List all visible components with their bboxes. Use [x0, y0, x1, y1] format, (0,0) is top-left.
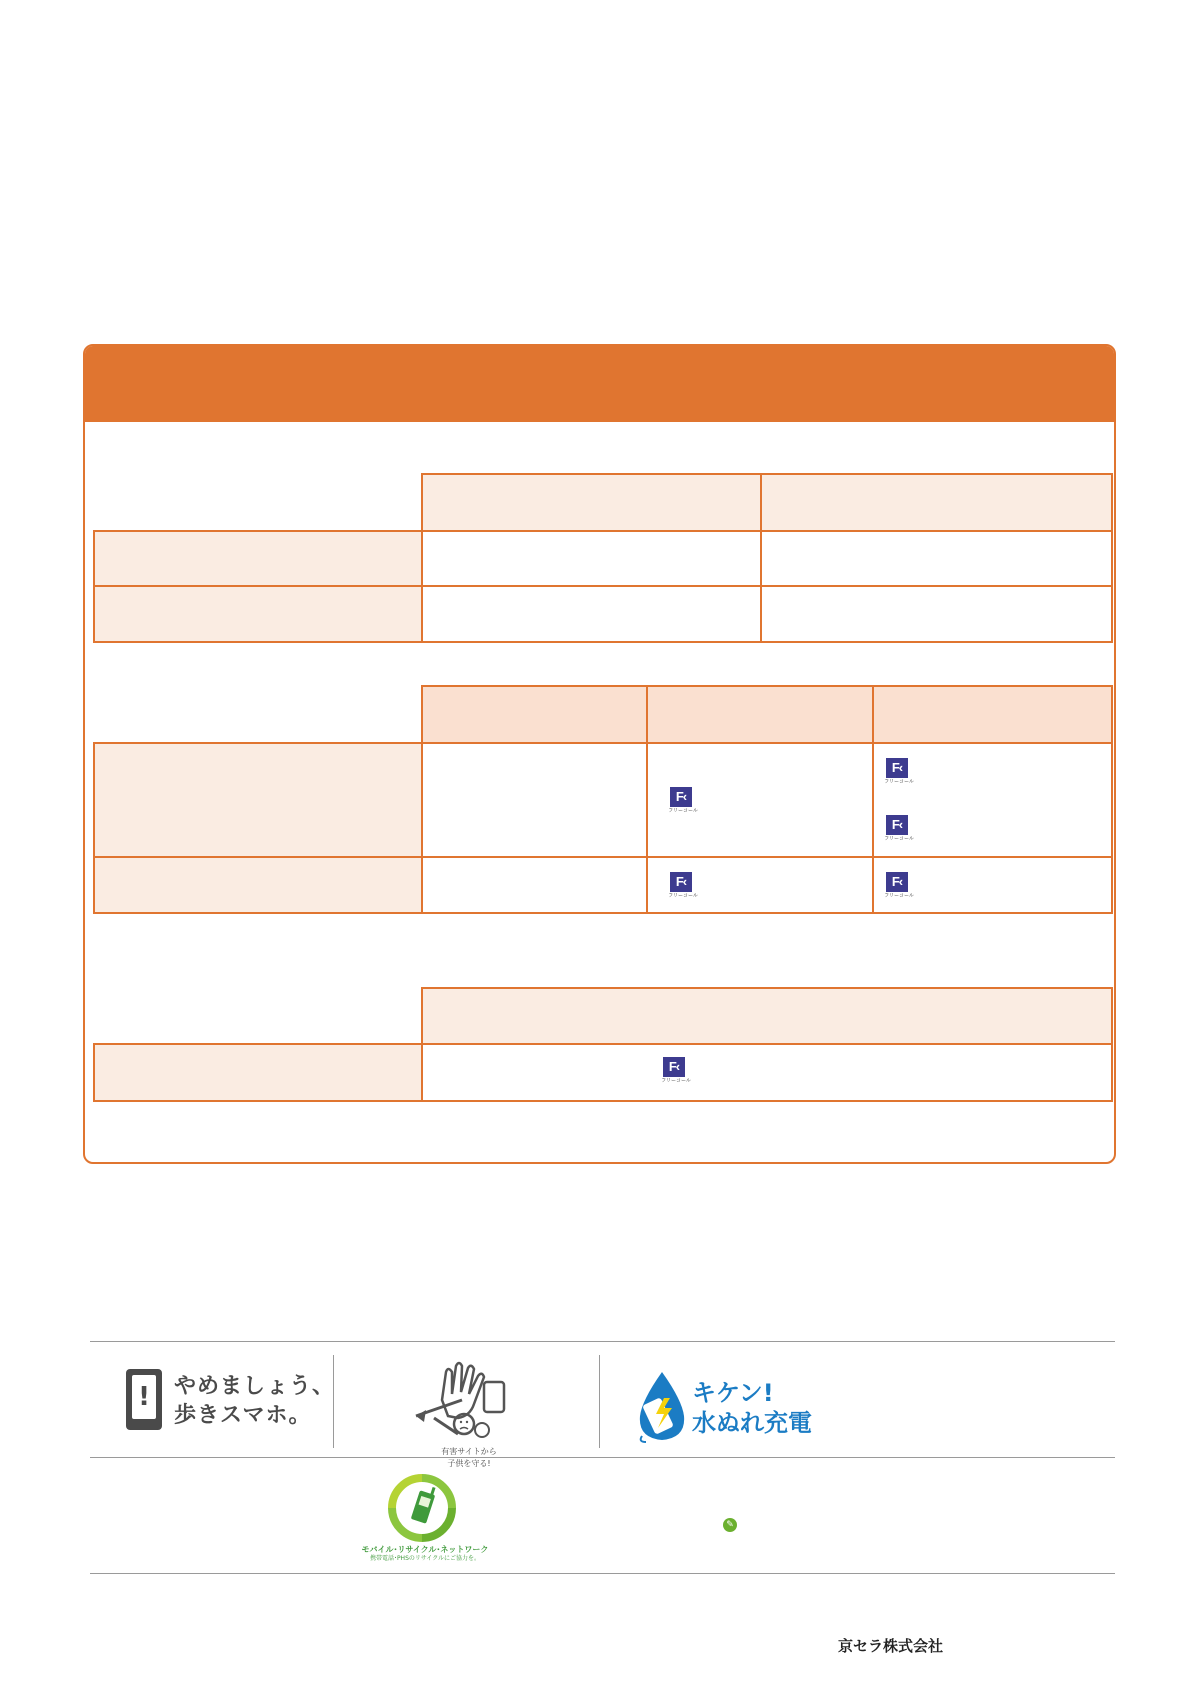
smartphone-warning-icon: ! [126, 1369, 162, 1430]
table-header-cell [422, 988, 1112, 1044]
table-header-cell [422, 474, 761, 531]
table-cell [647, 743, 873, 857]
table-cell [761, 586, 1112, 642]
table-cell [422, 1044, 1112, 1101]
table-header-cell [647, 686, 873, 743]
table-cell [422, 743, 647, 857]
contact-table-3 [93, 987, 1113, 1102]
walking-smartphone-campaign: やめましょう、 歩きスマホ。 [174, 1374, 336, 1428]
harmful-sites-campaign: 有害サイトから 子供を守る! [441, 1447, 497, 1468]
freecall-icon: F‹ フリーコール [882, 758, 916, 788]
table-header-cell [761, 474, 1112, 531]
freecall-icon: F‹ フリーコール [882, 815, 916, 845]
recycle-network-name: モバイル･リサイクル･ネットワーク [361, 1545, 489, 1554]
table-header-cell [873, 686, 1112, 743]
wet-charging-campaign: キケン! 水ぬれ充電 [692, 1379, 812, 1437]
table-row-label [94, 857, 422, 913]
footer-divider [90, 1341, 1115, 1342]
contact-table-2 [93, 685, 1113, 914]
contact-box-header [85, 346, 1114, 422]
footer-column-divider [599, 1355, 600, 1448]
table-row-label [94, 586, 422, 642]
contact-box [83, 344, 1116, 1164]
recycle-phone-icon [388, 1474, 456, 1542]
table-row-label [94, 1044, 422, 1101]
footer-divider [90, 1573, 1115, 1574]
table-cell [422, 531, 761, 586]
freecall-icon: F‹ フリーコール [666, 787, 700, 817]
table-cell [873, 857, 1112, 913]
freecall-icon: F‹ フリーコール [666, 872, 700, 902]
footer-divider [90, 1457, 1115, 1458]
leaf-icon: ✎ [723, 1518, 737, 1532]
company-name: 京セラ株式会社 [838, 1637, 944, 1655]
table-row-label [94, 531, 422, 586]
table-cell [422, 857, 647, 913]
freecall-icon: F‹ フリーコール [659, 1057, 693, 1087]
table-cell [873, 743, 1112, 857]
table-cell [647, 857, 873, 913]
table-corner [94, 474, 422, 531]
table-corner [94, 988, 422, 1044]
recycle-network-subtitle: 携帯電話･PHSのリサイクルにご協力を。 [369, 1555, 481, 1562]
table-header-cell [422, 686, 647, 743]
table-cell [761, 531, 1112, 586]
freecall-icon: F‹ フリーコール [882, 872, 916, 902]
table-corner [94, 686, 422, 743]
table-row-label [94, 743, 422, 857]
water-drop-charging-icon [634, 1370, 690, 1444]
contact-table-1 [93, 473, 1113, 643]
harmful-site-protection-icon [412, 1360, 516, 1444]
table-cell [422, 586, 761, 642]
